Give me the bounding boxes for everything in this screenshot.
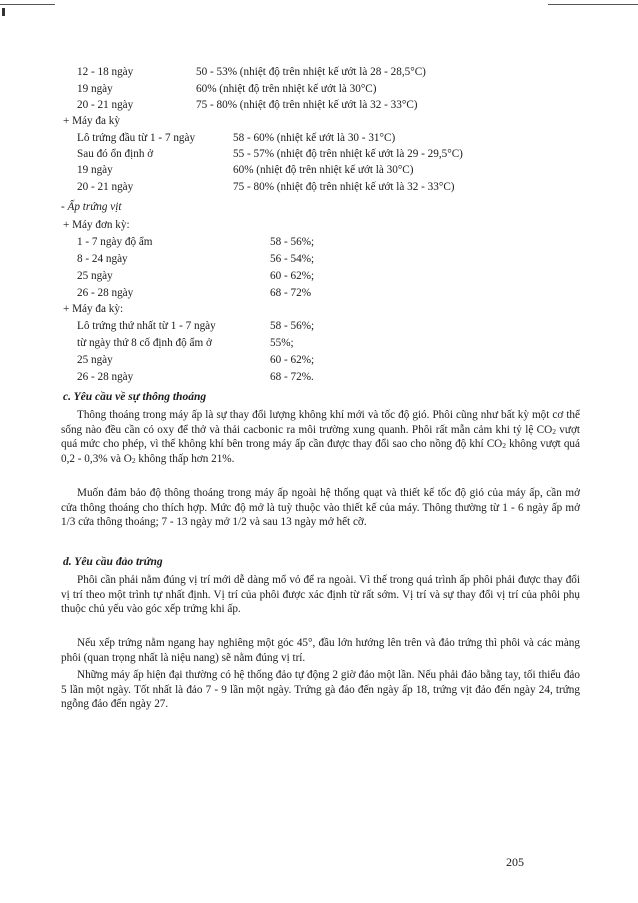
section-d-paragraph-1: Phôi cần phải nằm đúng vị trí mới dễ dàng mổ vỏ để ra ngoài. Vì thế trong quá trình ấp phôi phải được thay đổi vị trí theo một trình tự nhất định. Vị trí của phôi được xác định từ rất sớm. Vị trí và sự thay đổi vị trí của phôi phụ thuộc chủ yếu vào góc xếp trứng khi ấp.	[61, 574, 580, 616]
section-d-heading: d. Yêu cầu đảo trứng	[63, 556, 163, 568]
row-value: 60 - 62%;	[270, 270, 315, 282]
text-run: Thông thoáng trong máy ấp là sự thay đổi lượng không khí mới và tốc độ gió. Phôi cũng như bất kỳ một cơ thể sống nào đều cần có oxy để thở và thải cacbonic ra môi trường xung quanh. Phôi rất mẫn cảm khi tỷ lệ CO	[61, 409, 580, 436]
row-day: 25 ngày	[77, 354, 113, 366]
top-left-rule	[0, 4, 55, 5]
row-day: 26 - 28 ngày	[77, 287, 134, 299]
text-run: vượt quá mức cho phép, vì thế không khí bên trong máy ấp cần được thay đổi sao cho nồng độ khí CO	[61, 423, 580, 451]
subscript: 2	[131, 455, 136, 465]
row-value: 58 - 56%;	[270, 320, 315, 332]
row-value: 50 - 53% (nhiệt độ trên nhiệt kế ướt là 28 - 28,5°C)	[196, 66, 426, 78]
row-value: 68 - 72%.	[270, 371, 314, 383]
row-value: 60% (nhiệt độ trên nhiệt kế ướt là 30°C)	[233, 164, 414, 176]
row-value: 58 - 56%;	[270, 236, 315, 248]
row-day: 19 ngày	[77, 83, 113, 95]
row-day: 26 - 28 ngày	[77, 371, 134, 383]
duck-subheading: - Ấp trứng vịt	[61, 201, 122, 213]
section-d-paragraph-2: Nếu xếp trứng nằm ngang hay nghiêng một góc 45°, đầu lớn hướng lên trên và đảo trứng thì phôi và các màng phôi (quan trọng nhất là niệu nang) sẽ nằm đúng vị trí.	[61, 637, 580, 664]
row-day: Lô trứng đầu từ 1 - 7 ngày	[77, 132, 196, 144]
row-value: 60% (nhiệt độ trên nhiệt kế ướt là 30°C)	[196, 83, 377, 95]
row-day: Sau đó ổn định ở	[77, 148, 154, 160]
single-stage-label: + Máy đơn kỳ:	[63, 219, 130, 231]
section-c-paragraph-2: Muốn đảm bảo độ thông thoáng trong máy ấp ngoài hệ thống quạt và thiết kế tốc độ gió của máy ấp, cần mở cửa thông thoáng cho thích hợp. Mức độ mở là tuỳ thuộc vào thiết kế của máy. Thông thường từ 1 - 6 ngày ấp mở 1/3 cửa thông thoáng; 7 - 13 ngày mở 1/2 và sau 13 ngày mở hết cỡ.	[61, 487, 580, 529]
section-c-paragraph-1	[61, 408, 580, 466]
row-day: 19 ngày	[77, 164, 113, 176]
row-value: 68 - 72%	[270, 287, 312, 299]
row-day: từ ngày thứ 8 cố định độ ẩm ở	[77, 337, 212, 349]
subscript: 2	[502, 441, 506, 451]
row-day: 20 - 21 ngày	[77, 181, 134, 193]
row-value: 58 - 60% (nhiệt kế ướt là 30 - 31°C)	[233, 132, 396, 144]
top-right-rule	[548, 4, 638, 5]
row-day: 25 ngày	[77, 270, 113, 282]
page-number: 205	[506, 855, 524, 869]
subscript: 2	[552, 426, 556, 436]
text-run: không vượt quá 0,2 - 0,3% và O	[61, 438, 580, 465]
scan-mark	[2, 8, 5, 16]
text-run: không thấp hơn 21%.	[135, 452, 235, 465]
row-day: Lô trứng thứ nhất từ 1 - 7 ngày	[77, 320, 216, 332]
row-value: 60 - 62%;	[270, 354, 315, 366]
section-c-heading: c. Yêu cầu về sự thông thoáng	[63, 391, 207, 403]
row-day: 20 - 21 ngày	[77, 99, 134, 111]
row-value: 55 - 57% (nhiệt độ trên nhiệt kế ướt là 29 - 29,5°C)	[233, 148, 463, 160]
row-value: 56 - 54%;	[270, 253, 315, 265]
row-day: 1 - 7 ngày độ ẩm	[77, 236, 153, 248]
row-value: 75 - 80% (nhiệt độ trên nhiệt kế ướt là 32 - 33°C)	[233, 181, 455, 193]
row-value: 75 - 80% (nhiệt độ trên nhiệt kế ướt là 32 - 33°C)	[196, 99, 418, 111]
multi-stage-label: + Máy đa kỳ	[63, 115, 120, 127]
section-d-paragraph-3: Những máy ấp hiện đại thường có hệ thống đảo tự động 2 giờ đảo một lần. Nếu phải đảo bằng tay, tối thiểu đảo 5 lần một ngày. Tốt nhất là đảo 7 - 9 lần một ngày. Trứng gà đảo đến ngày ấp 18, trứng vịt đảo đến ngày 24, trứng ngỗng đảo đến ngày 27.	[61, 669, 580, 711]
row-day: 8 - 24 ngày	[77, 253, 128, 265]
row-day: 12 - 18 ngày	[77, 66, 134, 78]
row-value: 55%;	[270, 337, 294, 349]
multi-stage-label: + Máy đa kỳ:	[63, 303, 124, 315]
